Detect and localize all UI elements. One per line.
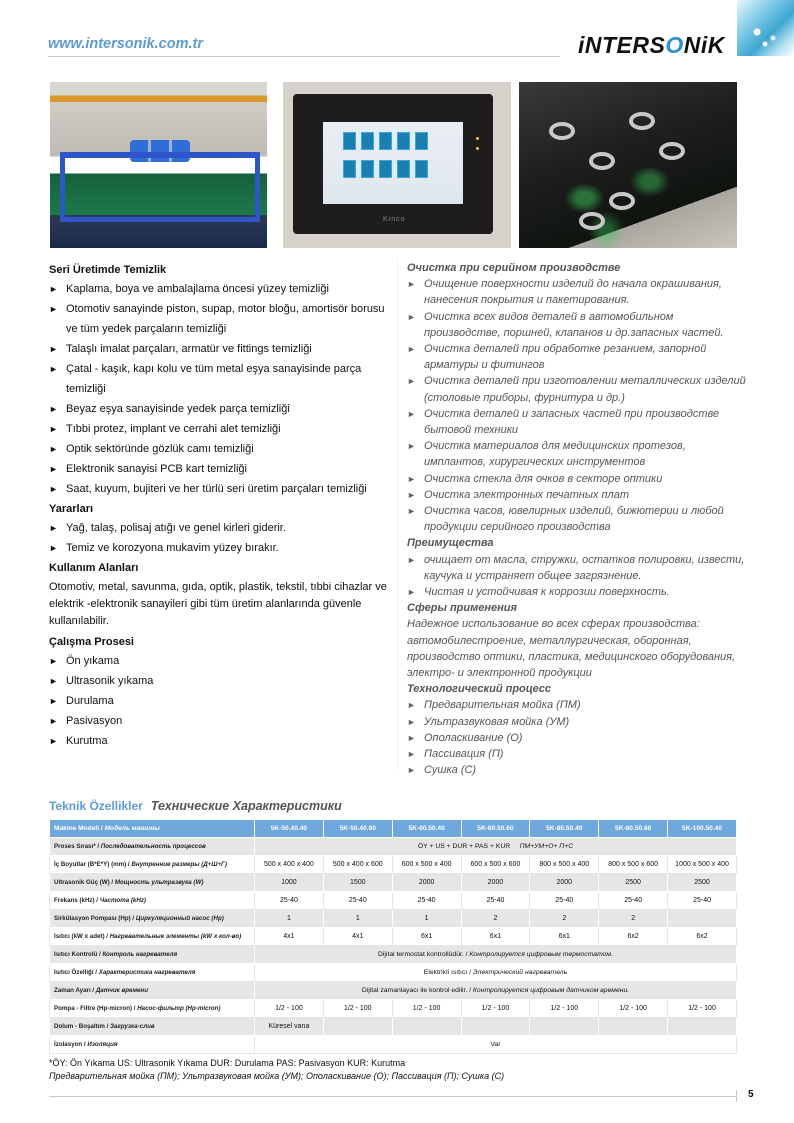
section-title: Çalışma Prosesi	[49, 636, 134, 648]
bullet-arrow-icon: ►	[49, 404, 58, 414]
table-cell: 25-40	[255, 892, 324, 910]
row-label: İç Boyutlar (B*E*Y) (mm) / Внутренние размеры (Д+Ш+Г)	[50, 856, 255, 874]
bullet-arrow-icon: ►	[49, 344, 58, 354]
footnote-tr: *ÖY: Ön Yıkama US: Ultrasonik Yıkama DUR: Durulama PAS: Pasivasyon KUR: Kurutma	[49, 1058, 406, 1068]
table-cell: 1500	[323, 874, 392, 892]
list-item: ► Beyaz eşya sanayisinde yedek parça temizliği	[49, 399, 394, 419]
header-divider	[48, 56, 560, 57]
table-row	[50, 946, 737, 964]
bullet-arrow-icon: ►	[407, 506, 416, 517]
list-item: ► Пассивация (П)	[407, 746, 747, 762]
screen-tile	[415, 132, 428, 150]
screen-tile	[361, 160, 374, 178]
metal-parts-rack-photo	[519, 82, 737, 248]
footnote	[49, 1057, 504, 1083]
table-header-row	[50, 820, 737, 838]
table-cell: 4x1	[323, 928, 392, 946]
section-title: Seri Üretimde Temizlik	[49, 264, 167, 276]
table-cell: 2000	[530, 874, 599, 892]
list-item: ► Очистка деталей при обработке резанием, запорной арматуры и фитингов	[407, 341, 747, 373]
screen-tile	[343, 132, 356, 150]
row-label: Proses Sırası* / Последовательность процессов	[50, 838, 255, 856]
bullet-arrow-icon: ►	[49, 424, 58, 434]
list-item: ► Очистка электронных печатных плат	[407, 487, 747, 503]
row-label: Sirkülasyon Pompası (Hp) / Циркуляционный насос (Hp)	[50, 910, 255, 928]
list-item: ► Ön yıkama	[49, 651, 394, 671]
bullet-arrow-icon: ►	[407, 732, 416, 743]
column-header-model: Makine Modeli / Модель машины	[50, 820, 255, 838]
list-item: ► Очистка всех видов деталей в автомобильном производстве, поршней, клапанов и др.запасных частей.	[407, 309, 747, 341]
table-cell: 2500	[668, 874, 737, 892]
table-cell: 4x1	[255, 928, 324, 946]
table-row	[50, 892, 737, 910]
table-cell	[323, 1018, 392, 1036]
bullet-arrow-icon: ►	[407, 279, 416, 290]
bullet-arrow-icon: ►	[49, 304, 58, 314]
table-cell: 800 x 500 x 400	[530, 856, 599, 874]
table-cell: Elektrikli ısıtıcı / Электрический нагреватель	[255, 964, 737, 982]
water-splash-image	[737, 0, 794, 56]
column-header: 5K-60.50.60	[461, 820, 530, 838]
list-item: ► Ополаскивание (О)	[407, 730, 747, 746]
bullet-arrow-icon: ►	[49, 484, 58, 494]
specifications-table	[49, 819, 737, 1054]
page-number: 5	[748, 1089, 754, 1100]
bullet-arrow-icon: ►	[49, 716, 58, 726]
panel-brand-label: Kinco	[383, 216, 406, 223]
list-item: ► Очистка материалов для медицинских протезов, имплантов, хирургических инструментов	[407, 438, 747, 470]
table-cell	[530, 1018, 599, 1036]
screen-tile	[379, 160, 392, 178]
list-item: ► Otomotiv sanayinde piston, supap, motor bloğu, amortisör borusu ve tüm yedek parçaların temizliği	[49, 299, 394, 339]
row-label: Frekans (kHz) / Частота (kHz)	[50, 892, 255, 910]
bullet-arrow-icon: ►	[407, 554, 416, 565]
list-item: ► Предварительная мойка (ПМ)	[407, 697, 747, 713]
metal-part-graphic	[609, 192, 635, 210]
list-item: ► Очистка деталей при изготовлении металлических изделий (столовые приборы, фурнитура и др.)	[407, 373, 747, 405]
footnote-ru: Предварительная мойка (ПМ); Ультразвуковая мойка (УМ); Ополаскивание (О); Пассивация (П); Сушка (С)	[49, 1071, 505, 1081]
table-cell: 6x1	[530, 928, 599, 946]
table-cell: 600 x 500 x 600	[461, 856, 530, 874]
list-item: ► Çatal - kaşık, kapı kolu ve tüm metal eşya sanayisinde parça temizliği	[49, 359, 394, 399]
column-header: 5K-80.50.40	[530, 820, 599, 838]
table-row	[50, 910, 737, 928]
section-title: Преимущества	[407, 537, 494, 550]
table-cell: 25-40	[668, 892, 737, 910]
table-row	[50, 838, 737, 856]
list-item: ► Pasivasyon	[49, 711, 394, 731]
bullet-arrow-icon: ►	[407, 700, 416, 711]
bullet-arrow-icon: ►	[407, 376, 416, 387]
usage-paragraph: Otomotiv, metal, savunma, gıda, optik, plastik, tekstil, tıbbi cihazlar ve elektrik -elektronik sanayileri gibi tüm üretim alanlarında güvenle kullanılabilir.	[49, 581, 387, 627]
table-cell: ÖY + US + DUR + PAS + KUR ПМ+УМ+О+ П+С	[255, 838, 737, 856]
bullet-arrow-icon: ►	[407, 408, 416, 419]
bullet-arrow-icon: ►	[407, 311, 416, 322]
table-cell: 1/2 - 100	[461, 1000, 530, 1018]
table-cell: 600 x 500 x 400	[392, 856, 461, 874]
table-row	[50, 874, 737, 892]
bullet-arrow-icon: ►	[407, 765, 416, 776]
list-item: ► Очищение поверхности изделий до начала окрашивания, нанесения покрытия и пакетирования.	[407, 276, 747, 308]
table-cell: 25-40	[461, 892, 530, 910]
website-url-link[interactable]: www.intersonik.com.tr	[48, 36, 203, 52]
blue-frame-graphic	[60, 152, 260, 222]
list-item: ► Ultrasonik yıkama	[49, 671, 394, 691]
section-title: Yararları	[49, 503, 94, 515]
table-cell: 1	[392, 910, 461, 928]
touch-panel-photo	[283, 82, 511, 248]
table-cell: 6x2	[668, 928, 737, 946]
table-cell: 1/2 - 100	[392, 1000, 461, 1018]
bullet-arrow-icon: ►	[49, 464, 58, 474]
bullet-arrow-icon: ►	[49, 444, 58, 454]
logo-text-part: iNTERS	[578, 32, 666, 58]
russian-column	[407, 260, 747, 779]
bullet-arrow-icon: ►	[49, 284, 58, 294]
table-cell: 1/2 - 100	[323, 1000, 392, 1018]
table-cell: 1000	[255, 874, 324, 892]
table-cell: 25-40	[530, 892, 599, 910]
intersonik-logo	[578, 32, 725, 59]
table-cell: 25-40	[323, 892, 392, 910]
status-leds	[476, 137, 479, 140]
list-item: ► Очистка стекла для очков в секторе оптики	[407, 471, 747, 487]
table-cell	[461, 1018, 530, 1036]
table-cell: 6x1	[392, 928, 461, 946]
table-row	[50, 856, 737, 874]
table-cell: 2	[530, 910, 599, 928]
table-row	[50, 982, 737, 1000]
table-cell	[668, 1018, 737, 1036]
table-cell: 800 x 500 x 600	[599, 856, 668, 874]
table-row	[50, 964, 737, 982]
table-cell: 25-40	[599, 892, 668, 910]
bullet-arrow-icon: ►	[49, 364, 58, 374]
row-label: Dolum - Boşaltım / Загрузка-слив	[50, 1018, 255, 1036]
bullet-arrow-icon: ►	[407, 344, 416, 355]
section-title: Очистка при серийном производстве	[407, 262, 621, 274]
row-label: İzolasyon / Изоляция	[50, 1036, 255, 1054]
row-label: Zaman Ayarı / Датчик времени	[50, 982, 255, 1000]
table-row	[50, 1036, 737, 1054]
row-label: Isıtıcı (kW x adet) / Нагревательные элементы (kW x кол-во)	[50, 928, 255, 946]
screen-tile	[361, 132, 374, 150]
section-title: Технологический процесс	[407, 683, 551, 696]
bullet-arrow-icon: ►	[49, 523, 58, 533]
column-header: 5K-60.50.40	[392, 820, 461, 838]
table-cell: 1/2 - 100	[668, 1000, 737, 1018]
bullet-arrow-icon: ►	[407, 489, 416, 500]
specs-title-tr: Teknik Özellikler	[49, 799, 143, 813]
table-cell: 1/2 - 100	[530, 1000, 599, 1018]
bullet-arrow-icon: ►	[49, 656, 58, 666]
list-item: ► Очистка часов, ювелирных изделий, бижютерии и любой продукции серийного производства	[407, 503, 747, 535]
bullet-arrow-icon: ►	[49, 676, 58, 686]
table-cell: 1/2 - 100	[599, 1000, 668, 1018]
bullet-arrow-icon: ►	[49, 736, 58, 746]
table-cell: Var	[255, 1036, 737, 1054]
list-item: ► Kurutma	[49, 731, 394, 751]
table-cell: Dijital termostat kontrollüdür. / Контролируется цифровым термостатом.	[255, 946, 737, 964]
table-cell	[668, 910, 737, 928]
column-header: 5K-80.50.60	[599, 820, 668, 838]
specs-title	[49, 799, 342, 813]
list-item: ► Yağ, talaş, polisaj atığı ve genel kirleri giderir.	[49, 518, 394, 538]
table-row	[50, 928, 737, 946]
list-item: ► Talaşlı imalat parçaları, armatür ve fittings temizliği	[49, 339, 394, 359]
metal-part-graphic	[659, 142, 685, 160]
table-row	[50, 1018, 737, 1036]
screen-tile	[397, 160, 410, 178]
table-cell	[392, 1018, 461, 1036]
list-item: ► Tıbbi protez, implant ve cerrahi alet temizliği	[49, 419, 394, 439]
column-divider	[397, 260, 398, 770]
table-cell: 1000 x 500 x 400	[668, 856, 737, 874]
bullet-arrow-icon: ►	[49, 543, 58, 553]
column-header: 5K-50.40.40	[255, 820, 324, 838]
column-header: 5K-100.50.40	[668, 820, 737, 838]
list-item: ► Ультразвуковая мойка (УМ)	[407, 714, 747, 730]
bullet-arrow-icon: ►	[49, 696, 58, 706]
metal-part-graphic	[549, 122, 575, 140]
list-item: ► Saat, kuyum, bujiteri ve her türlü seri üretim parçaları temizliği	[49, 479, 394, 499]
table-cell: 1	[255, 910, 324, 928]
list-item: ► Kaplama, boya ve ambalajlama öncesi yüzey temizliği	[49, 279, 394, 299]
row-label: Pompa - Filtre (Hp-micron) / Насос-фильтр (Hp-micron)	[50, 1000, 255, 1018]
screen-tile	[343, 160, 356, 178]
screen-tile	[379, 132, 392, 150]
bullet-arrow-icon: ►	[407, 749, 416, 760]
table-row	[50, 1000, 737, 1018]
section-title: Сферы применения	[407, 602, 517, 615]
list-item: ► Temiz ve korozyona mukavim yüzey bırakır.	[49, 538, 394, 558]
bullet-arrow-icon: ►	[407, 716, 416, 727]
bullet-arrow-icon: ►	[407, 473, 416, 484]
row-label: Ultrasonik Güç (W) / Мощность ультразвука (W)	[50, 874, 255, 892]
metal-part-graphic	[629, 112, 655, 130]
list-item: ► Durulama	[49, 691, 394, 711]
specs-title-ru: Технические Характеристики	[150, 799, 342, 813]
table-cell: 500 x 400 x 600	[323, 856, 392, 874]
turkish-column	[49, 260, 394, 751]
bullet-arrow-icon: ►	[407, 587, 416, 598]
table-cell: Dijital zamanlayacı ile kontrol edilir. / Контролируется цифровым датчиком времени.	[255, 982, 737, 1000]
footer-divider	[49, 1096, 736, 1097]
list-item: ► Сушка (С)	[407, 762, 747, 778]
footer-tick	[736, 1090, 737, 1102]
logo-text-part: NiK	[683, 32, 725, 58]
hmi-screen	[323, 122, 463, 204]
usage-paragraph: Надежное использование во всех сферах производства: автомобилестроение, металлургическая, оборонная, производство оптики, пластика, медицинского оборудования, электро- и электронной продукции	[407, 618, 736, 680]
table-cell: Küresel vana	[255, 1018, 324, 1036]
table-cell: 1	[323, 910, 392, 928]
table-cell: 1/2 - 100	[255, 1000, 324, 1018]
list-item: ► очищает от масла, стружки, остатков полировки, извести, каучука и устраняет общее загрязнение.	[407, 552, 747, 584]
table-cell: 2	[461, 910, 530, 928]
section-title: Kullanım Alanları	[49, 562, 139, 574]
list-item: ► Очистка деталей и запасных частей при производстве бытовой техники	[407, 406, 747, 438]
table-cell	[599, 1018, 668, 1036]
list-item: ► Чистая и устойчивая к коррозии поверхность.	[407, 584, 747, 600]
list-item: ► Elektronik sanayisi PCB kart temizliği	[49, 459, 394, 479]
screen-tile	[397, 132, 410, 150]
table-cell: 2000	[461, 874, 530, 892]
metal-part-graphic	[589, 152, 615, 170]
table-cell: 6x1	[461, 928, 530, 946]
bullet-arrow-icon: ►	[407, 441, 416, 452]
table-cell: 2500	[599, 874, 668, 892]
screen-tile	[415, 160, 428, 178]
row-label: Isıtıcı Özelliği / Характеристика нагревателя	[50, 964, 255, 982]
logo-accent-letter: O	[665, 32, 684, 58]
table-cell: 500 x 400 x 400	[255, 856, 324, 874]
table-cell: 2000	[392, 874, 461, 892]
table-cell: 2	[599, 910, 668, 928]
table-cell: 25-40	[392, 892, 461, 910]
column-header: 5K-50.40.60	[323, 820, 392, 838]
table-cell: 6x2	[599, 928, 668, 946]
conveyor-washing-line-photo	[50, 82, 267, 248]
row-label: Isıtıcı Kontrolü / Контроль нагревателя	[50, 946, 255, 964]
metal-part-graphic	[579, 212, 605, 230]
list-item: ► Optik sektöründe gözlük camı temizliği	[49, 439, 394, 459]
